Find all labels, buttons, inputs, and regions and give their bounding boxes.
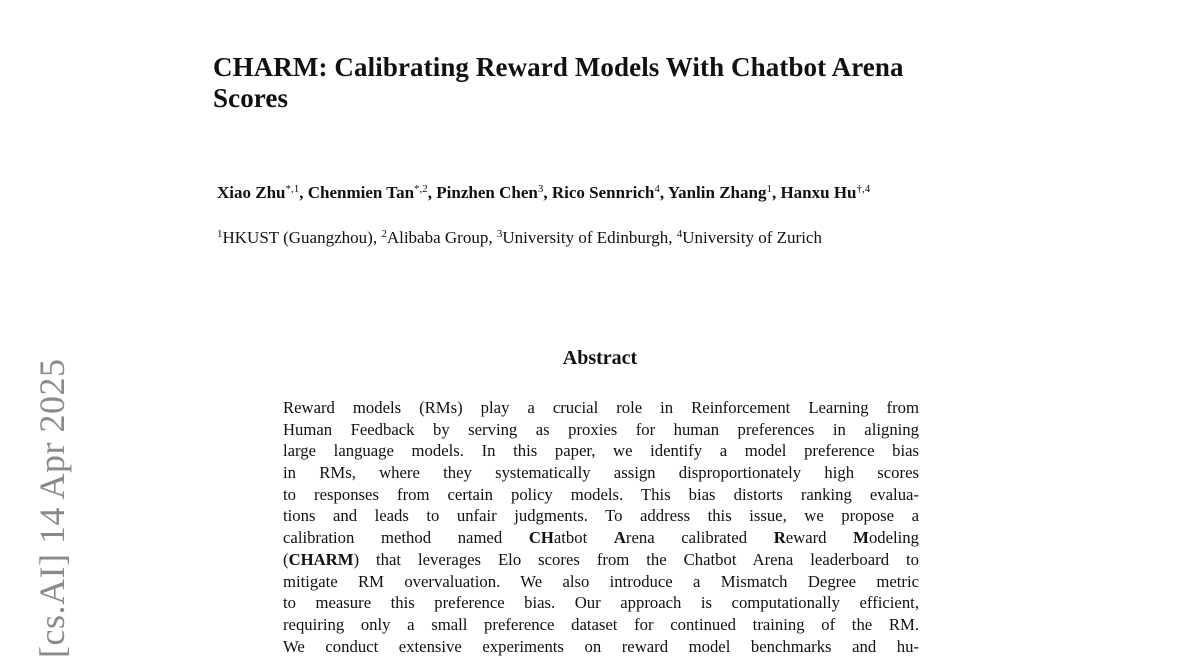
- abstract-line: [283, 419, 919, 441]
- author: [436, 183, 543, 202]
- affiliation: [497, 228, 668, 247]
- abstract-bold-text: M: [853, 528, 869, 548]
- abstract-text: eward: [785, 528, 854, 548]
- affiliation-name: Alibaba Group: [386, 228, 489, 247]
- abstract-line: [283, 440, 919, 462]
- author: [217, 183, 299, 202]
- affiliation-name: University of Edinburgh: [502, 228, 669, 247]
- affiliation-mark: 3: [496, 228, 503, 240]
- author: [308, 183, 428, 202]
- abstract-text: to measure this preference bias. Our approach is computationally efficient,: [283, 593, 919, 613]
- paper-title-line-1: CHARM: Calibrating Reward Models With Chatbot Arena: [213, 52, 904, 82]
- abstract-line: [283, 614, 919, 636]
- abstract-text: rena calibrated: [625, 528, 774, 548]
- abstract-text: Human Feedback by serving as proxies for human preferences in aligning: [283, 419, 919, 439]
- abstract-text: ) that leverages Elo scores from the Chatbot Arena leaderboard to: [353, 549, 919, 569]
- author-mark: †,4: [856, 183, 871, 195]
- affiliation: [677, 228, 822, 247]
- abstract-bold-text: A: [613, 528, 626, 548]
- abstract-line: [283, 484, 919, 506]
- abstract-line: [283, 462, 919, 484]
- abstract-bold-text: CH: [528, 528, 554, 548]
- author-name: Yanlin Zhang: [667, 183, 767, 202]
- paper-title-line-2: Scores: [213, 83, 289, 113]
- affiliation-name: HKUST (Guangzhou): [222, 228, 373, 247]
- abstract-text: to responses from certain policy models. This bias distorts ranking evalua-: [283, 484, 919, 504]
- abstract-heading: Abstract: [562, 347, 638, 369]
- abstract-text: large language models. In this paper, we identify a model preference bias: [283, 441, 919, 461]
- abstract-line: [283, 505, 919, 527]
- author-mark: 4: [654, 183, 660, 195]
- author-name: Xiao Zhu: [217, 183, 286, 202]
- abstract-text: atbot: [553, 528, 614, 548]
- affiliation: [217, 228, 373, 247]
- arxiv-stamp-text: [cs.AI] 14 Apr 2025: [32, 358, 72, 658]
- author: [552, 183, 660, 202]
- abstract-text: Reward models (RMs) play a crucial role in Reinforcement Learning from: [283, 398, 919, 417]
- abstract-text: requiring only a small preference dataset for continued training of the RM.: [283, 614, 919, 634]
- affiliation-mark: 1: [217, 228, 223, 240]
- author-mark: *,1: [285, 183, 300, 195]
- abstract-text: calibration method named: [283, 528, 529, 548]
- author: [668, 183, 772, 202]
- abstract-text: odeling: [868, 528, 919, 548]
- abstract-text: tions and leads to unfair judgments. To address this issue, we propose a: [283, 506, 919, 526]
- author-mark: 1: [766, 183, 772, 195]
- author-list: Xiao Zhu$^{*,1}$, Chenmien Tan$^{*,2}$, Pinzhen Chen$^3$, Rico Sennrich$^4$, Yanlin Zhang$^1$, Hanxu $Hu^{\dagger,4}$: [217, 183, 871, 202]
- abstract-line: [283, 397, 919, 419]
- affiliation-list: $^1$HKUST (Guangzhou), $^2$Alibaba Group, $^3$University of Edinburgh, $^4$University of Zurich: [217, 228, 822, 247]
- author-mark: 3: [537, 183, 544, 195]
- abstract-text: in RMs, where they systematically assign disproportionately high scores: [283, 463, 919, 483]
- abstract-body: [283, 397, 919, 657]
- abstract-line: [283, 571, 919, 593]
- author-name: Hanxu Hu: [780, 183, 857, 202]
- author-name: Rico Sennrich: [551, 183, 655, 202]
- author-name: Pinzhen Chen: [436, 183, 538, 202]
- abstract-line: [283, 592, 919, 614]
- paper-title: [213, 52, 1013, 114]
- abstract-text: mitigate RM overvaluation. We also introduce a Mismatch Degree metric: [283, 571, 919, 591]
- author-name: Chenmien Tan: [307, 183, 415, 202]
- abstract-line: [283, 549, 919, 571]
- abstract-text: (: [283, 549, 289, 569]
- author: [780, 183, 870, 202]
- abstract-line: [283, 527, 919, 549]
- abstract-bold-text: R: [773, 528, 786, 548]
- abstract-line: [283, 636, 919, 658]
- affiliation-name: University of Zurich: [682, 228, 822, 247]
- affiliation-mark: 4: [676, 228, 683, 240]
- affiliation-mark: 2: [381, 228, 387, 240]
- affiliation: [381, 228, 488, 247]
- abstract-text: We conduct extensive experiments on reward model benchmarks and hu-: [283, 636, 919, 656]
- abstract-bold-text: CHARM: [288, 549, 354, 569]
- author-mark: *,2: [414, 183, 428, 195]
